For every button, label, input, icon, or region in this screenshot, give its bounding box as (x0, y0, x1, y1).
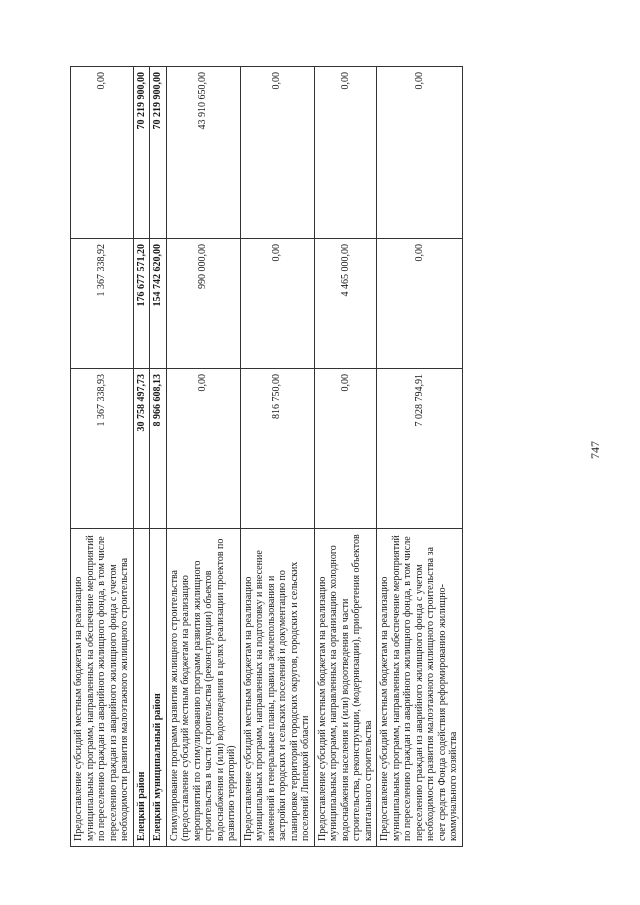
value-cell-1: 0,00 (166, 369, 240, 529)
value-cell-2: 0,00 (240, 239, 314, 369)
row-name-cell: Предоставление субсидий местным бюджетам на реализацию муниципальных программ, направленных на обеспечение мероприятий по переселению граждан из аварийного жилищного фонда, в том числе переселению граждан из аварийного жилищного фонда с учетом необходимости развития малоэтажного жилищного строительства за счет средств Фонда содействия реформированию жилищно-коммунального хозяйства (377, 529, 463, 847)
value-cell-3: 43 910 650,00 (166, 67, 240, 239)
value-cell-3: 0,00 (240, 67, 314, 239)
page-number: 747 (588, 441, 602, 459)
row-name-cell: Предоставление субсидий местным бюджетам на реализацию муниципальных программ, направленных на подготовку и внесение изменений в генеральные планы, правила землепользования и застройки городских и сельских поселений и документацию по планировке территорий городских округов, городских и сельских поселений Липецкой области (240, 529, 314, 847)
value-cell-2: 990 000,00 (166, 239, 240, 369)
table-row (377, 67, 463, 847)
value-cell-2: 1 367 338,92 (71, 239, 134, 369)
table-row-subtotal (133, 67, 150, 847)
value-cell-2: 154 742 620,00 (150, 239, 167, 369)
row-name-cell: Елецкий район (133, 529, 150, 847)
value-cell-2: 4 465 000,00 (314, 239, 377, 369)
table-row (240, 67, 314, 847)
value-cell-3: 0,00 (314, 67, 377, 239)
value-cell-2: 176 677 571,20 (133, 239, 150, 369)
table-row (166, 67, 240, 847)
row-name-cell: Предоставление субсидий местным бюджетам на реализацию муниципальных программ, направленных на организацию холодного водоснабжения населения и (или) водоотведения в части строительства, реконструкции, (модернизации), приобретения объектов капитального строительства (314, 529, 377, 847)
value-cell-1: 0,00 (314, 369, 377, 529)
value-cell-3: 70 219 900,00 (133, 67, 150, 239)
value-cell-3: 0,00 (71, 67, 134, 239)
row-name-cell: Стимулирование программ развития жилищного строительства (предоставление субсидий местным бюджетам на реализацию мероприятий по стимулированию программ развития жилищного строительства в части строительства (реконструкции) объектов водоснабжения и (или) водоотведения в целях реализации проектов по развитию территорий) (166, 529, 240, 847)
value-cell-1: 1 367 338,93 (71, 369, 134, 529)
value-cell-1: 816 750,00 (240, 369, 314, 529)
table-row (314, 67, 377, 847)
table-row (71, 67, 134, 847)
table-row-subtotal (150, 67, 167, 847)
budget-table (70, 66, 463, 847)
row-name-cell: Предоставление субсидий местным бюджетам на реализацию муниципальных программ, направленных на обеспечение мероприятий по переселению граждан из аварийного жилищного фонда, в том числе переселению граждан из аварийного жилищного фонда с учетом необходимости развития малоэтажного жилищного строительства (71, 529, 134, 847)
value-cell-3: 0,00 (377, 67, 463, 239)
row-name-cell: Елецкий муниципальный район (150, 529, 167, 847)
value-cell-1: 7 028 794,91 (377, 369, 463, 529)
value-cell-3: 70 219 900,00 (150, 67, 167, 239)
value-cell-1: 8 966 608,13 (150, 369, 167, 529)
value-cell-1: 30 758 497,73 (133, 369, 150, 529)
value-cell-2: 0,00 (377, 239, 463, 369)
